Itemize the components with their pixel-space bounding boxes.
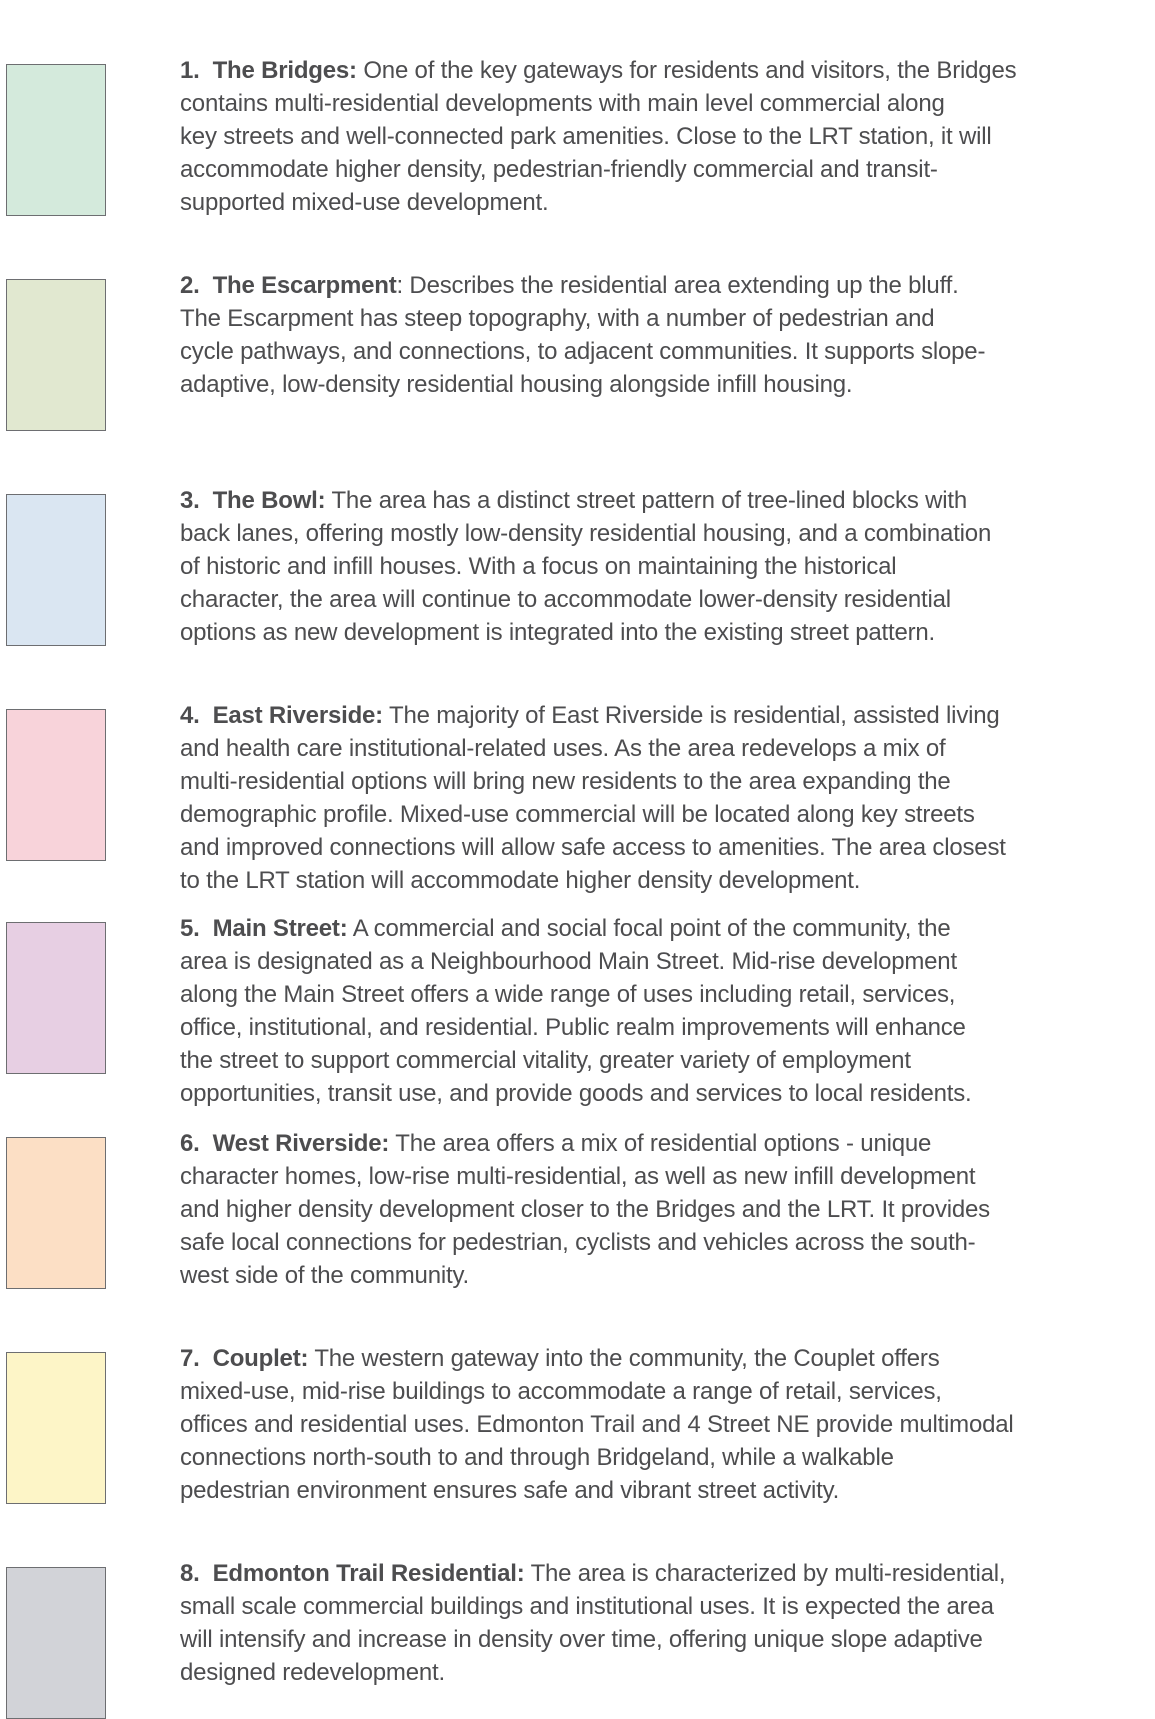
color-swatch-main-street [6, 922, 106, 1074]
legend-description: 3. The Bowl: The area has a distinct street pattern of tree-lined blocks with back lanes, offering mostly low-density residential housing, and a combination of historic and infill houses. With a focus on maintaining the historical character, the area will continue to accommodate lower-density residential options as new development is integrated into the existing street pattern. [180, 487, 992, 646]
item-number: 7. [180, 1345, 200, 1372]
color-swatch-the-bowl [6, 494, 106, 646]
legend-description: 4. East Riverside: The majority of East Riverside is residential, assisted living and health care institutional-related uses. As the area redevelops a mix of multi-residential options will bring new residents to the area expanding the demographic profile. Mixed-use commercial will be located along key streets and improved connections will allow safe access to amenities. The area closest to the LRT station will accommodate higher density development. [180, 702, 1006, 894]
color-swatch-the-bridges [6, 64, 106, 216]
item-number: 5. [180, 915, 200, 942]
legend-description: 7. Couplet: The western gateway into the community, the Couplet offers mixed-use, mid-rise buildings to accommodate a range of retail, services, offices and residential uses. Edmonton Trail and 4 Street NE provide multimodal connections north-south to and through Bridgeland, while a walkable pedestrian environment ensures safe and vibrant street activity. [180, 1345, 1014, 1504]
color-swatch-couplet [6, 1352, 106, 1504]
color-swatch-east-riverside [6, 709, 106, 861]
item-title: The Bowl: [212, 487, 326, 514]
item-title: East Riverside: [212, 702, 383, 729]
item-number: 4. [180, 702, 200, 729]
color-swatch-the-escarpment [6, 279, 106, 431]
item-number: 6. [180, 1130, 200, 1157]
legend-description: 6. West Riverside: The area offers a mix of residential options - unique character homes, low-rise multi-residential, as well as new infill development and higher density development closer to the Bridges and the LRT. It provides safe local connections for pedestrian, cyclists and vehicles across the south- west side of the community. [180, 1130, 990, 1289]
legend-description: 1. The Bridges: One of the key gateways for residents and visitors, the Bridges contains multi-residential developments with main level commercial along key streets and well-connected park amenities. Close to the LRT station, it will accommodate higher density, pedestrian-friendly commercial and transit- supported mixed-use development. [180, 57, 1017, 216]
item-title: Edmonton Trail Residential: [212, 1560, 525, 1587]
color-swatch-west-riverside [6, 1137, 106, 1289]
item-title: West Riverside: [212, 1130, 390, 1157]
legend-description: 5. Main Street: A commercial and social focal point of the community, the area is designated as a Neighbourhood Main Street. Mid-rise development along the Main Street offers a wide range of uses including retail, services, office, institutional, and residential. Public realm improvements will enhance the street to support commercial vitality, greater variety of employment opportunities, transit use, and provide goods and services to local residents. [180, 915, 972, 1107]
item-title: Couplet: [212, 1345, 309, 1372]
item-title: Main Street: [212, 915, 348, 942]
legend-description: 8. Edmonton Trail Residential: The area is characterized by multi-residential, small scale commercial buildings and institutional uses. It is expected the area will intensify and increase in density over time, offering unique slope adaptive designed redevelopment. [180, 1560, 1006, 1686]
item-title: The Bridges: [212, 57, 357, 84]
item-number: 2. [180, 272, 200, 299]
item-number: 8. [180, 1560, 200, 1587]
item-number: 1. [180, 57, 200, 84]
color-swatch-edmonton-trail-residential [6, 1567, 106, 1719]
item-title: The Escarpment [212, 272, 397, 299]
item-number: 3. [180, 487, 200, 514]
legend-description: 2. The Escarpment: Describes the residential area extending up the bluff. The Escarpment has steep topography, with a number of pedestrian and cycle pathways, and connections, to adjacent communities. It supports slope- adaptive, low-density residential housing alongside infill housing. [180, 272, 986, 398]
